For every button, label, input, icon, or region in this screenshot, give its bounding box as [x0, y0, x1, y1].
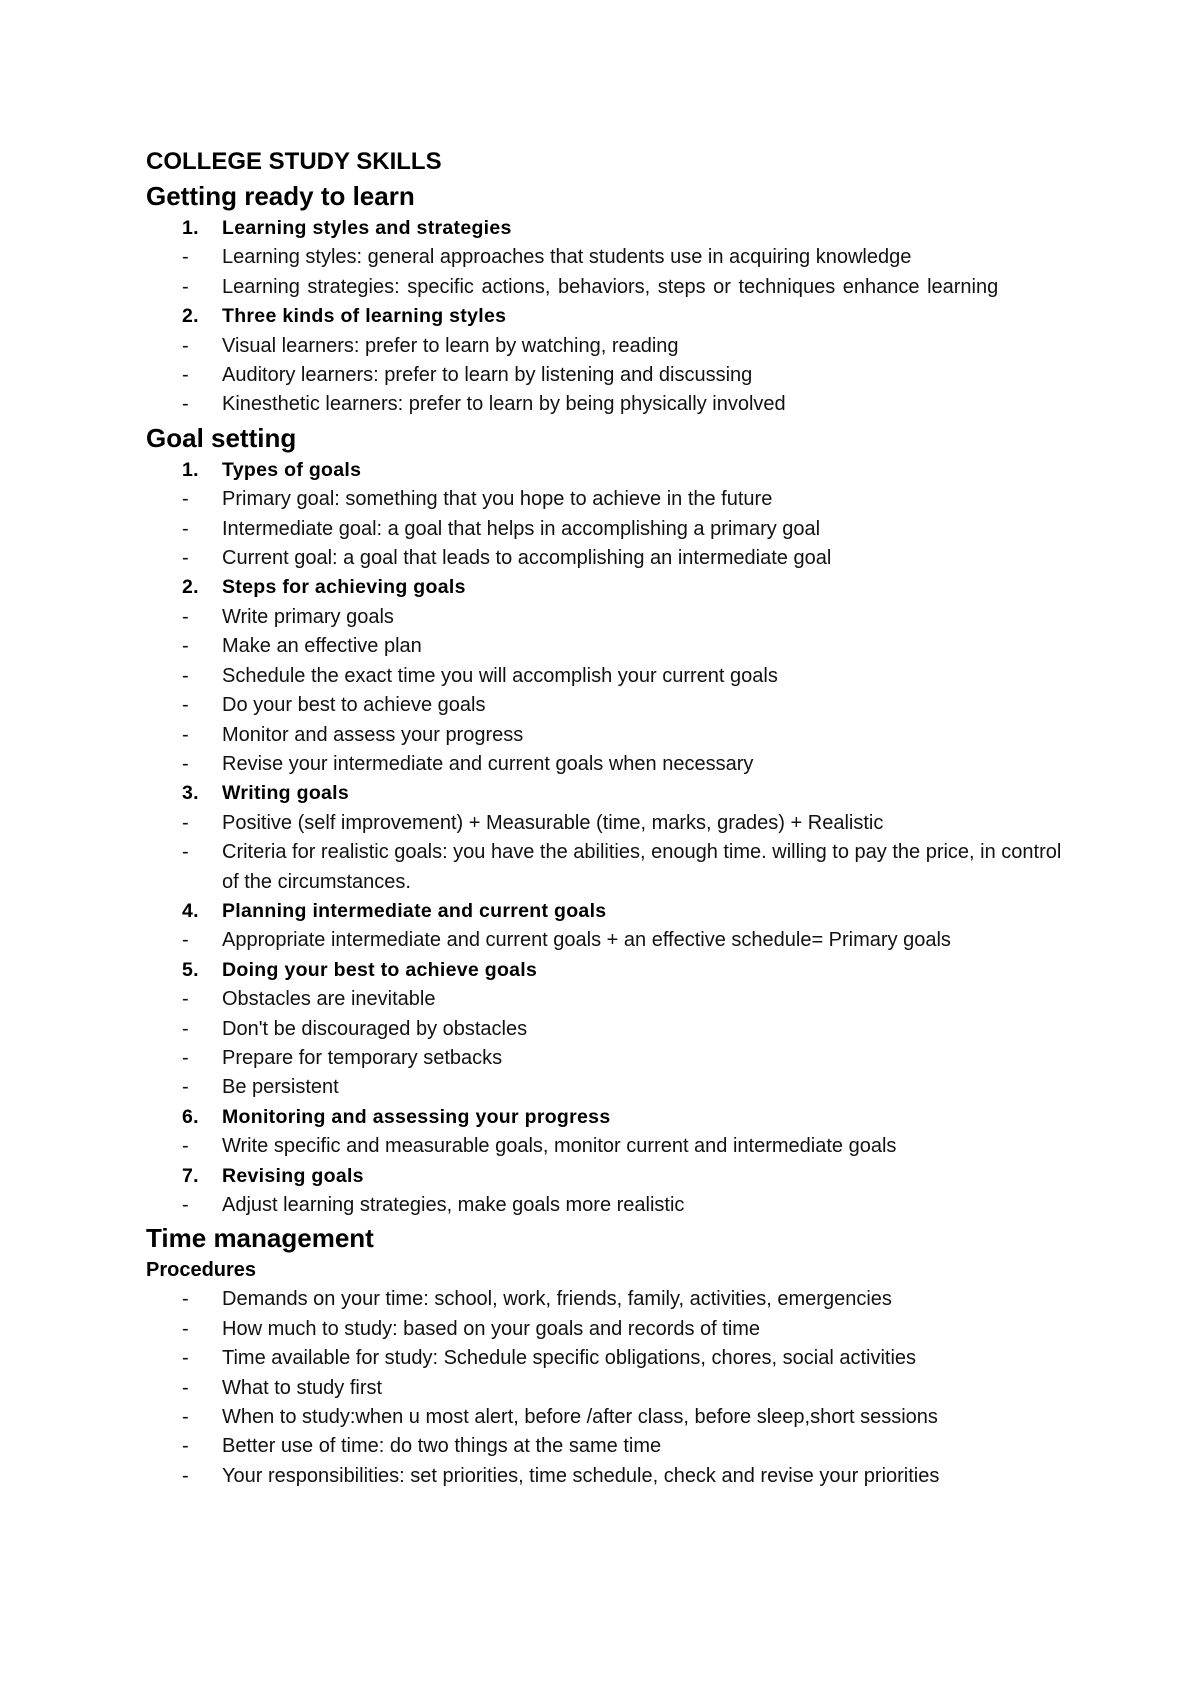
section-heading: Goal setting — [146, 422, 297, 453]
bullet-text: Be persistent — [222, 1076, 339, 1099]
item-number: 5. — [182, 958, 199, 981]
bullet-dash: - — [182, 929, 189, 952]
numbered-item-title — [146, 779, 1062, 808]
bullet-item — [146, 1044, 1062, 1073]
bullet-text: Obstacles are inevitable — [222, 988, 436, 1011]
item-title: Learning styles and strategies — [222, 217, 512, 239]
bullet-item — [146, 1015, 1062, 1044]
bullet-text: Adjust learning strategies, make goals more realistic — [222, 1194, 685, 1216]
bullet-item — [146, 1285, 1062, 1314]
item-title: Revising goals — [222, 1164, 364, 1187]
item-number: 2. — [182, 576, 199, 599]
bullet-text: Schedule the exact time you will accomplish your current goals — [222, 664, 778, 687]
bullet-item — [146, 985, 1062, 1014]
bullet-dash: - — [182, 393, 189, 416]
bullet-dash: - — [182, 841, 189, 864]
bullet-item — [146, 515, 1062, 544]
item-title: Doing your best to achieve goals — [222, 958, 538, 981]
bullet-dash: - — [182, 1317, 189, 1340]
bullet-text: Prepare for temporary setbacks — [222, 1046, 503, 1069]
numbered-item-title — [146, 302, 1062, 331]
bullet-item — [146, 273, 1062, 302]
bullet-dash: - — [182, 1435, 189, 1458]
bullet-item — [146, 390, 1062, 419]
bullet-dash: - — [182, 694, 189, 717]
bullet-text: Don't be discouraged by obstacles — [222, 1017, 528, 1040]
bullet-item — [146, 838, 1062, 897]
numbered-item-title — [146, 573, 1062, 602]
item-number: 1. — [182, 458, 199, 481]
bullet-item — [146, 1462, 1062, 1491]
bullet-dash: - — [182, 1288, 189, 1311]
item-title: Steps for achieving goals — [222, 576, 466, 599]
numbered-item-title — [146, 1103, 1062, 1132]
bullet-item — [146, 1344, 1062, 1373]
bullet-item — [146, 361, 1062, 390]
bullet-text: Write primary goals — [222, 605, 394, 628]
bullet-item — [146, 926, 1062, 955]
bullet-item — [146, 1073, 1062, 1102]
bullet-text: Auditory learners: prefer to learn by listening and discussing — [222, 364, 753, 387]
item-number: 2. — [182, 305, 199, 328]
bullet-dash: - — [182, 364, 189, 387]
bullet-dash: - — [182, 1017, 189, 1040]
bullet-dash: - — [182, 517, 189, 540]
bullet-item — [146, 332, 1062, 361]
bullet-text: Write specific and measurable goals, monitor current and intermediate goals — [222, 1135, 897, 1158]
bullet-dash: - — [182, 1076, 189, 1099]
bullet-dash: - — [182, 635, 189, 658]
item-number: 3. — [182, 782, 199, 805]
item-title: Monitoring and assessing your progress — [222, 1105, 611, 1128]
bullet-text: Do your best to achieve goals — [222, 694, 486, 717]
bullet-item — [146, 1132, 1062, 1161]
bullet-dash: - — [182, 1347, 189, 1370]
bullet-dash: - — [182, 1194, 189, 1216]
bullet-text: Time available for study: Schedule specific obligations, chores, social activities — [222, 1347, 917, 1370]
bullet-text: Criteria for realistic goals: you have the abilities, enough time. willing to pay the price, in control of the circumstances. — [222, 841, 1062, 893]
bullet-text: Current goal: a goal that leads to accomplishing an intermediate goal — [222, 547, 832, 570]
bullet-item — [146, 1374, 1062, 1403]
bullet-dash: - — [182, 1406, 189, 1429]
bullet-dash: - — [182, 275, 189, 298]
bullet-item — [146, 603, 1062, 632]
numbered-item-title — [146, 214, 1062, 243]
bullet-text: Your responsibilities: set priorities, time schedule, check and revise your priorities — [222, 1464, 940, 1487]
bullet-text: Learning styles: general approaches that students use in acquiring knowledge — [222, 246, 912, 269]
bullet-dash: - — [182, 752, 189, 775]
bullet-dash: - — [182, 488, 189, 511]
bullet-text: Visual learners: prefer to learn by watching, reading — [222, 334, 679, 357]
bullet-item — [146, 691, 1062, 720]
bullet-item — [146, 1403, 1062, 1432]
section-heading: Time management — [146, 1223, 374, 1254]
bullet-item — [146, 721, 1062, 750]
bullet-dash: - — [182, 334, 189, 357]
bullet-dash: - — [182, 664, 189, 687]
bullet-item — [146, 544, 1062, 573]
document-title: COLLEGE STUDY SKILLS — [146, 148, 442, 175]
numbered-item-title — [146, 956, 1062, 985]
bullet-item — [146, 809, 1062, 838]
bullet-text: Make an effective plan — [222, 635, 422, 658]
bullet-item — [146, 632, 1062, 661]
item-number: 1. — [182, 217, 199, 239]
bullet-text: Intermediate goal: a goal that helps in accomplishing a primary goal — [222, 517, 821, 540]
bullet-dash: - — [182, 605, 189, 628]
bullet-text: Revise your intermediate and current goals when necessary — [222, 752, 754, 775]
bullet-text: Kinesthetic learners: prefer to learn by being physically involved — [222, 393, 786, 416]
bullet-text: Learning strategies: specific actions, behaviors, steps or techniques enhance learning — [222, 275, 999, 298]
bullet-text: How much to study: based on your goals and records of time — [222, 1317, 761, 1340]
item-number: 7. — [182, 1164, 199, 1187]
numbered-item-title — [146, 1162, 1062, 1191]
numbered-item-title — [146, 897, 1062, 926]
section-subheading: Procedures — [146, 1259, 257, 1282]
bullet-dash: - — [182, 988, 189, 1011]
bullet-text: Demands on your time: school, work, friends, family, activities, emergencies — [222, 1288, 892, 1311]
numbered-item-title — [146, 456, 1062, 485]
item-title: Writing goals — [222, 782, 350, 805]
bullet-text: Appropriate intermediate and current goals + an effective schedule= Primary goals — [222, 929, 951, 952]
bullet-item — [146, 662, 1062, 691]
bullet-dash: - — [182, 1046, 189, 1069]
item-title: Types of goals — [222, 458, 362, 481]
bullet-dash: - — [182, 547, 189, 570]
bullet-item — [146, 750, 1062, 779]
section-heading: Getting ready to learn — [146, 181, 415, 211]
document-content — [146, 178, 1062, 1491]
bullet-text: When to study:when u most alert, before /after class, before sleep,short sessions — [222, 1406, 938, 1429]
bullet-item — [146, 485, 1062, 514]
item-number: 6. — [182, 1105, 199, 1128]
bullet-item — [146, 1315, 1062, 1344]
item-title: Three kinds of learning styles — [222, 305, 507, 328]
bullet-dash: - — [182, 1135, 189, 1158]
bullet-dash: - — [182, 811, 189, 834]
bullet-item — [146, 1191, 1062, 1220]
bullet-item — [146, 243, 1062, 272]
bullet-dash: - — [182, 723, 189, 746]
document-page — [146, 146, 1062, 1491]
bullet-text: Positive (self improvement) + Measurable (time, marks, grades) + Realistic — [222, 811, 884, 834]
bullet-text: What to study first — [222, 1376, 383, 1399]
bullet-text: Primary goal: something that you hope to achieve in the future — [222, 488, 773, 511]
bullet-dash: - — [182, 1464, 189, 1487]
item-number: 4. — [182, 899, 199, 922]
bullet-dash: - — [182, 246, 189, 269]
bullet-text: Monitor and assess your progress — [222, 723, 524, 746]
bullet-text: Better use of time: do two things at the same time — [222, 1435, 662, 1458]
item-title: Planning intermediate and current goals — [222, 899, 607, 922]
bullet-item — [146, 1432, 1062, 1461]
bullet-dash: - — [182, 1376, 189, 1399]
